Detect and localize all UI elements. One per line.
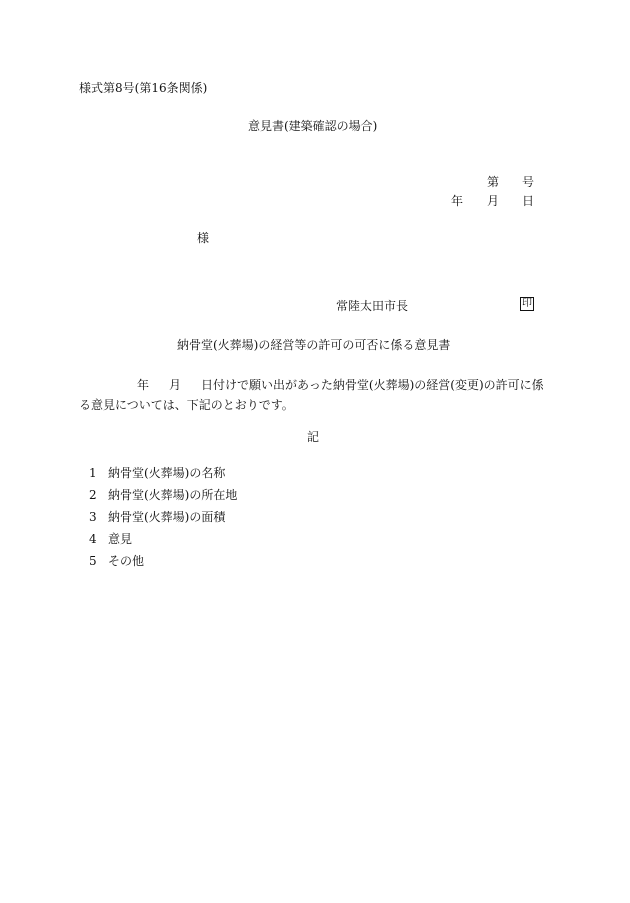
form-number: 様式第8号(第16条関係) xyxy=(79,81,208,95)
list-item xyxy=(89,511,237,533)
item-number: 4 xyxy=(89,532,97,546)
list-item xyxy=(89,555,237,577)
item-list xyxy=(89,467,237,577)
date-month-label: 月 xyxy=(487,194,500,208)
item-number: 3 xyxy=(89,510,97,524)
item-number: 5 xyxy=(89,554,97,568)
body-line-1 xyxy=(79,375,549,395)
issue-number-prefix: 第 xyxy=(487,175,500,189)
item-text: その他 xyxy=(108,554,145,568)
item-number: 2 xyxy=(89,488,97,502)
document-subject: 納骨堂(火葬場)の経営等の許可の可否に係る意見書 xyxy=(177,338,451,352)
list-item xyxy=(89,467,237,489)
body-line-2: る意見については、下記のとおりです。 xyxy=(79,398,294,412)
date-day-label: 日 xyxy=(522,194,535,208)
item-text: 納骨堂(火葬場)の所在地 xyxy=(108,488,238,502)
item-number: 1 xyxy=(89,466,97,480)
item-text: 納骨堂(火葬場)の面積 xyxy=(108,510,226,524)
issuer-name: 常陸太田市長 xyxy=(336,299,409,313)
body-year-label: 年 xyxy=(137,378,150,392)
issue-number-suffix: 号 xyxy=(522,175,535,189)
list-item xyxy=(89,489,237,511)
ki-heading: 記 xyxy=(307,430,320,444)
item-text: 納骨堂(火葬場)の名称 xyxy=(108,466,226,480)
seal-mark: 印 xyxy=(522,298,532,309)
body-month-label: 月 xyxy=(169,378,182,392)
addressee-honorific: 様 xyxy=(197,231,210,245)
list-item xyxy=(89,533,237,555)
body-paragraph xyxy=(79,375,549,415)
body-line-1-text: 日付けで願い出があった納骨堂(火葬場)の経営(変更)の許可に係 xyxy=(201,378,544,392)
date-year-label: 年 xyxy=(451,194,464,208)
item-text: 意見 xyxy=(108,532,133,546)
document-title: 意見書(建築確認の場合) xyxy=(248,119,378,133)
